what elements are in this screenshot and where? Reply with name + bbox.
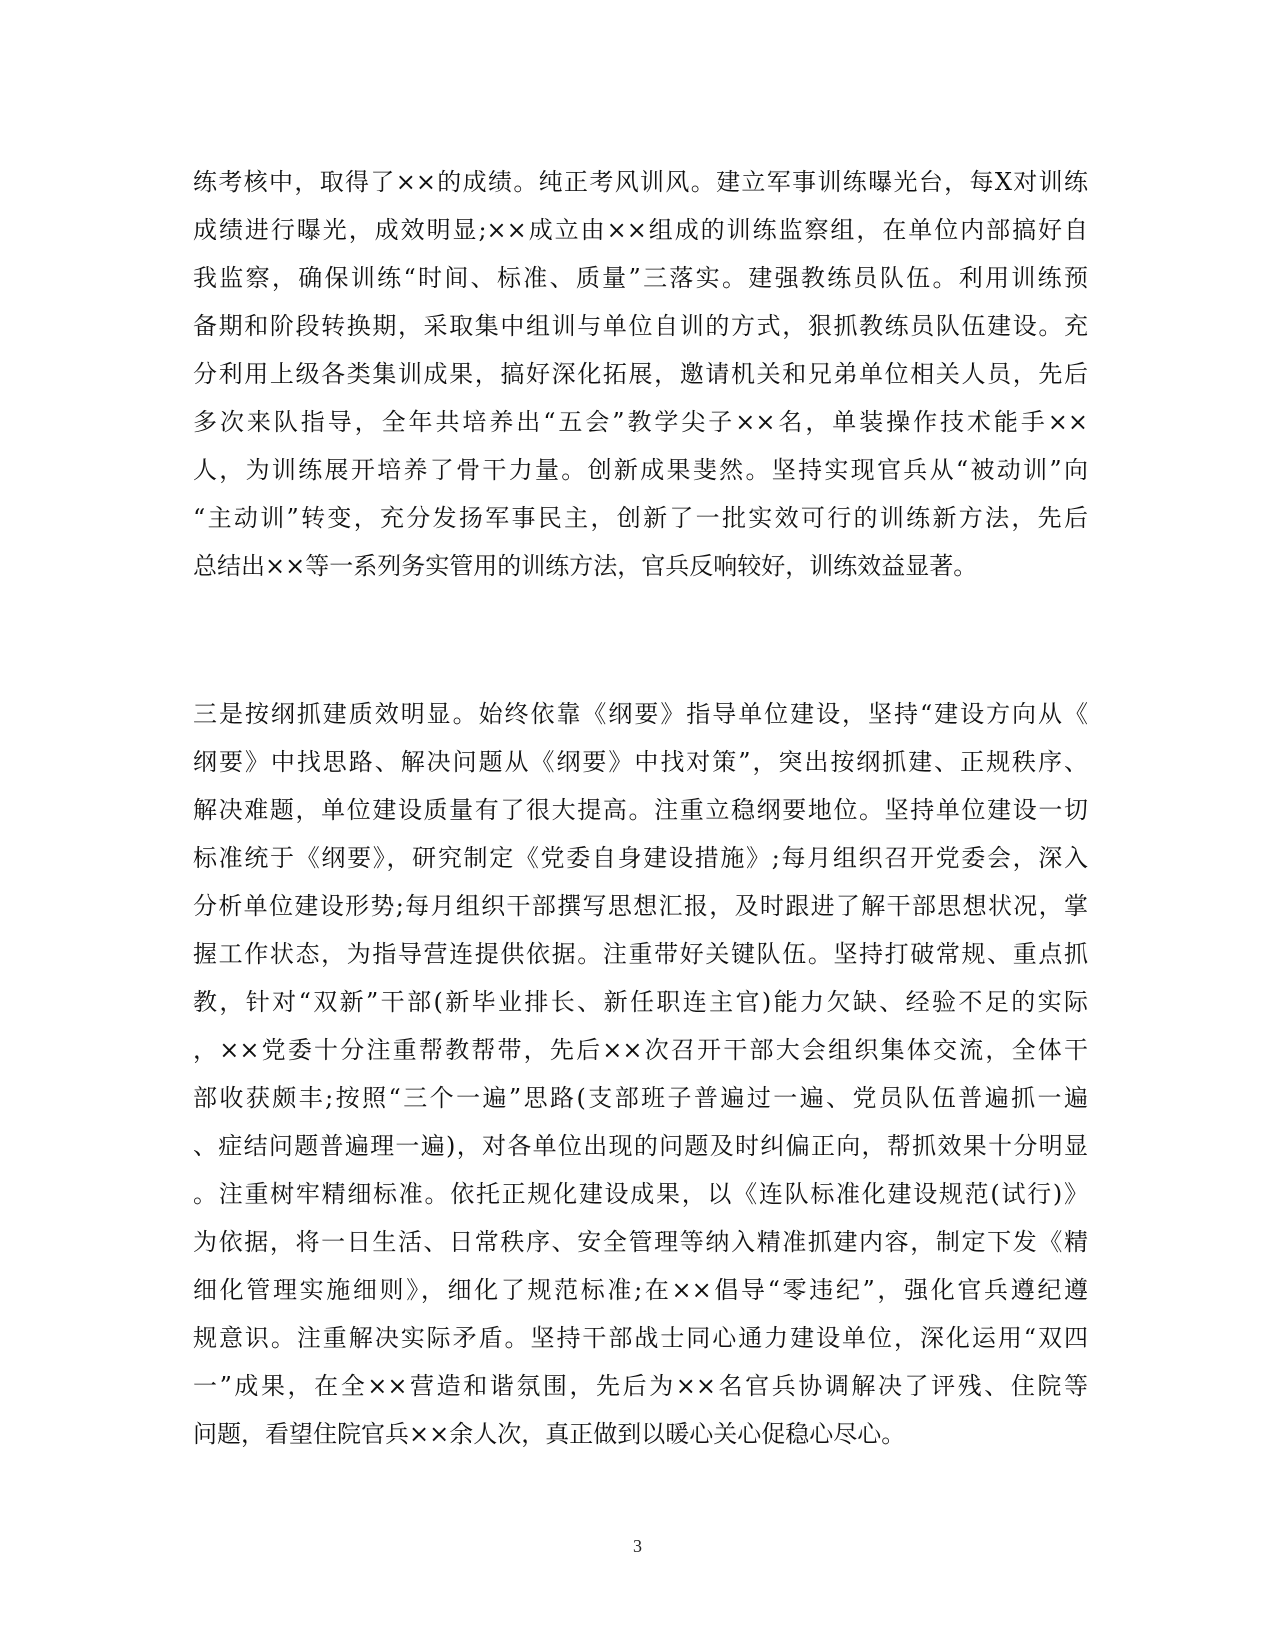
- text-line: 、症结问题普遍理一遍)，对各单位出现的问题及时纠偏正向，帮抓效果十分明显: [193, 1132, 1088, 1160]
- text-line: ，××党委十分注重帮教帮带，先后××次召开干部大会组织集体交流，全体干: [193, 1036, 1088, 1064]
- text-line: 练考核中，取得了××的成绩。纯正考风训风。建立军事训练曝光台，每X对训练: [193, 168, 1088, 196]
- text-line: 三是按纲抓建质效明显。始终依靠《纲要》指导单位建设，坚持“建设方向从《: [193, 700, 1088, 728]
- text-line: 部收获颇丰;按照“三个一遍”思路(支部班子普遍过一遍、党员队伍普遍抓一遍: [193, 1084, 1088, 1112]
- page-number: 3: [633, 1536, 642, 1556]
- text-line: 纲要》中找思路、解决问题从《纲要》中找对策”，突出按纲抓建、正规秩序、: [193, 748, 1088, 776]
- text-line: 标准统于《纲要》，研究制定《党委自身建设措施》;每月组织召开党委会，深入: [193, 844, 1088, 872]
- text-line: 成绩进行曝光，成效明显;××成立由××组成的训练监察组，在单位内部搞好自: [193, 216, 1088, 244]
- paragraph-outline-construction: [193, 690, 1088, 1458]
- text-line: “主动训”转变，充分发扬军事民主，创新了一批实效可行的训练新方法，先后: [193, 504, 1088, 532]
- text-line: 多次来队指导，全年共培养出“五会”教学尖子××名，单装操作技术能手××: [193, 408, 1088, 436]
- text-line: 分析单位建设形势;每月组织干部撰写思想汇报，及时跟进了解干部思想状况，掌: [193, 892, 1088, 920]
- text-line: 握工作状态，为指导营连提供依据。注重带好关键队伍。坚持打破常规、重点抓: [193, 940, 1088, 968]
- text-line: 。注重树牢精细标准。依托正规化建设成果，以《连队标准化建设规范(试行)》: [193, 1180, 1088, 1208]
- text-line: 规意识。注重解决实际矛盾。坚持干部战士同心通力建设单位，深化运用“双四: [193, 1324, 1088, 1352]
- text-line: 为依据，将一日生活、日常秩序、安全管理等纳入精准抓建内容，制定下发《精: [193, 1228, 1088, 1256]
- text-line: 问题，看望住院官兵××余人次，真正做到以暖心关心促稳心尽心。: [193, 1420, 906, 1448]
- text-line: 人，为训练展开培养了骨干力量。创新成果斐然。坚持实现官兵从“被动训”向: [193, 456, 1088, 484]
- paragraph-training-results: [193, 158, 1088, 590]
- text-line: 分利用上级各类集训成果，搞好深化拓展，邀请机关和兄弟单位相关人员，先后: [193, 360, 1088, 388]
- text-line: 一”成果，在全××营造和谐氛围，先后为××名官兵协调解决了评残、住院等: [193, 1372, 1088, 1400]
- text-line: 细化管理实施细则》，细化了规范标准;在××倡导“零违纪”，强化官兵遵纪遵: [193, 1276, 1088, 1304]
- text-line: 解决难题，单位建设质量有了很大提高。注重立稳纲要地位。坚持单位建设一切: [193, 796, 1088, 824]
- text-line: 总结出××等一系列务实管用的训练方法，官兵反响较好，训练效益显著。: [193, 552, 978, 580]
- text-line: 教，针对“双新”干部(新毕业排长、新任职连主官)能力欠缺、经验不足的实际: [193, 988, 1088, 1016]
- text-line: 我监察，确保训练“时间、标准、质量”三落实。建强教练员队伍。利用训练预: [193, 264, 1088, 292]
- text-line: 备期和阶段转换期，采取集中组训与单位自训的方式，狠抓教练员队伍建设。充: [193, 312, 1088, 340]
